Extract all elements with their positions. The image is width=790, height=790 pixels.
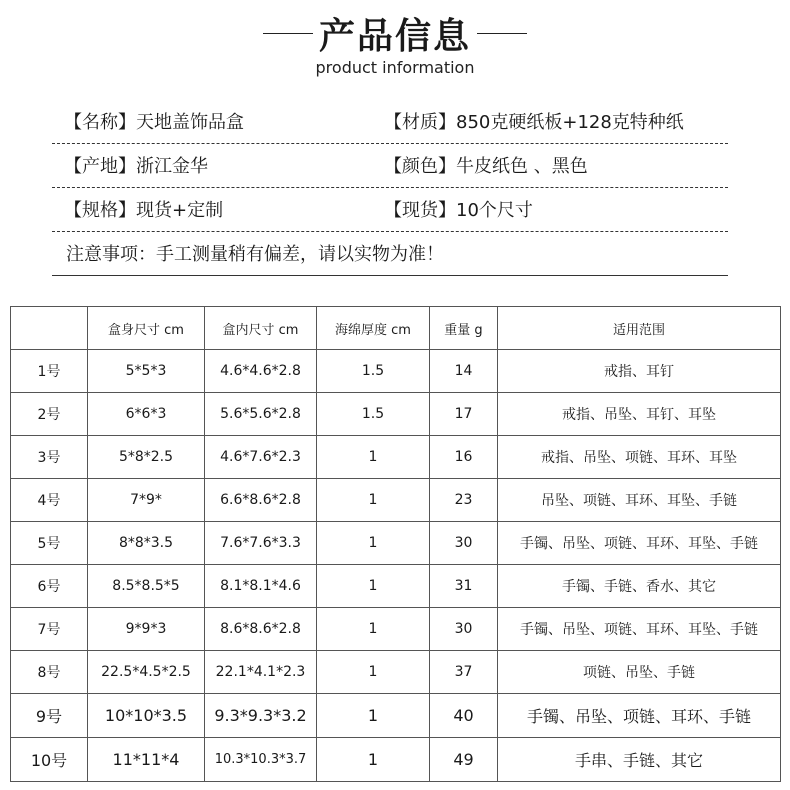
inner-size: 4.6*4.6*2.8 bbox=[205, 350, 317, 393]
table-row bbox=[11, 694, 781, 738]
weight: 30 bbox=[430, 522, 498, 565]
info-row bbox=[52, 188, 728, 232]
table-row bbox=[11, 393, 781, 436]
box-size: 9*9*3 bbox=[88, 608, 205, 651]
header bbox=[0, 0, 790, 90]
size-label: 5号 bbox=[11, 522, 88, 565]
box-size: 11*11*4 bbox=[88, 738, 205, 782]
sponge-thickness: 1 bbox=[317, 565, 430, 608]
table-row bbox=[11, 651, 781, 694]
table-row bbox=[11, 608, 781, 651]
size-label: 9号 bbox=[11, 694, 88, 738]
inner-size: 7.6*7.6*3.3 bbox=[205, 522, 317, 565]
usage: 项链、吊坠、手链 bbox=[498, 651, 781, 694]
box-size: 7*9* bbox=[88, 479, 205, 522]
info-row bbox=[52, 100, 728, 144]
column-header: 重量 g bbox=[430, 307, 498, 350]
size-label: 1号 bbox=[11, 350, 88, 393]
inner-size: 8.1*8.1*4.6 bbox=[205, 565, 317, 608]
info-row bbox=[52, 144, 728, 188]
box-size: 8.5*8.5*5 bbox=[88, 565, 205, 608]
size-label: 8号 bbox=[11, 651, 88, 694]
usage: 手镯、手链、香水、其它 bbox=[498, 565, 781, 608]
info-note-row bbox=[52, 232, 728, 276]
table-row bbox=[11, 738, 781, 782]
inner-size: 9.3*9.3*3.2 bbox=[205, 694, 317, 738]
title-line-left bbox=[263, 33, 313, 34]
sponge-thickness: 1 bbox=[317, 479, 430, 522]
sponge-thickness: 1.5 bbox=[317, 393, 430, 436]
info-note: 注意事项：手工测量稍有偏差，请以实物为准！ bbox=[66, 244, 444, 265]
usage: 吊坠、项链、耳环、耳坠、手链 bbox=[498, 479, 781, 522]
weight: 16 bbox=[430, 436, 498, 479]
title-line-right bbox=[477, 33, 527, 34]
size-label: 7号 bbox=[11, 608, 88, 651]
table-row bbox=[11, 522, 781, 565]
inner-size: 10.3*10.3*3.7 bbox=[205, 738, 317, 782]
size-table bbox=[10, 306, 781, 782]
column-header: 盒身尺寸 cm bbox=[88, 307, 205, 350]
page-subtitle: product information bbox=[315, 58, 475, 77]
page-title: 产品信息 bbox=[318, 15, 471, 57]
usage: 戒指、吊坠、项链、耳环、耳坠 bbox=[498, 436, 781, 479]
table-header-row bbox=[11, 307, 781, 350]
size-label: 4号 bbox=[11, 479, 88, 522]
size-label: 10号 bbox=[11, 738, 88, 782]
size-label: 6号 bbox=[11, 565, 88, 608]
sponge-thickness: 1 bbox=[317, 694, 430, 738]
usage: 手串、手链、其它 bbox=[498, 738, 781, 782]
sponge-thickness: 1.5 bbox=[317, 350, 430, 393]
table-row bbox=[11, 350, 781, 393]
box-size: 10*10*3.5 bbox=[88, 694, 205, 738]
info-material: 【材质】850克硬纸板+128克特种纸 bbox=[384, 112, 684, 133]
table-row bbox=[11, 565, 781, 608]
weight: 30 bbox=[430, 608, 498, 651]
title-row bbox=[0, 8, 790, 58]
weight: 23 bbox=[430, 479, 498, 522]
usage: 戒指、吊坠、耳钉、耳坠 bbox=[498, 393, 781, 436]
inner-size: 6.6*8.6*2.8 bbox=[205, 479, 317, 522]
size-label: 3号 bbox=[11, 436, 88, 479]
weight: 49 bbox=[430, 738, 498, 782]
box-size: 5*5*3 bbox=[88, 350, 205, 393]
size-label: 2号 bbox=[11, 393, 88, 436]
weight: 31 bbox=[430, 565, 498, 608]
info-block bbox=[52, 100, 728, 276]
info-name: 【名称】天地盖饰品盒 bbox=[64, 112, 244, 133]
box-size: 6*6*3 bbox=[88, 393, 205, 436]
inner-size: 5.6*5.6*2.8 bbox=[205, 393, 317, 436]
usage: 手镯、吊坠、项链、耳环、耳坠、手链 bbox=[498, 522, 781, 565]
weight: 37 bbox=[430, 651, 498, 694]
inner-size: 8.6*8.6*2.8 bbox=[205, 608, 317, 651]
table-row bbox=[11, 436, 781, 479]
usage: 手镯、吊坠、项链、耳环、耳坠、手链 bbox=[498, 608, 781, 651]
weight: 40 bbox=[430, 694, 498, 738]
inner-size: 4.6*7.6*2.3 bbox=[205, 436, 317, 479]
usage: 戒指、耳钉 bbox=[498, 350, 781, 393]
sponge-thickness: 1 bbox=[317, 522, 430, 565]
info-stock: 【现货】10个尺寸 bbox=[384, 200, 533, 221]
sponge-thickness: 1 bbox=[317, 738, 430, 782]
inner-size: 22.1*4.1*2.3 bbox=[205, 651, 317, 694]
column-header: 海绵厚度 cm bbox=[317, 307, 430, 350]
sponge-thickness: 1 bbox=[317, 608, 430, 651]
box-size: 8*8*3.5 bbox=[88, 522, 205, 565]
weight: 14 bbox=[430, 350, 498, 393]
info-color: 【颜色】牛皮纸色 、黑色 bbox=[384, 156, 588, 177]
weight: 17 bbox=[430, 393, 498, 436]
table-row bbox=[11, 479, 781, 522]
info-spec: 【规格】现货+定制 bbox=[64, 200, 224, 221]
info-origin: 【产地】浙江金华 bbox=[64, 156, 208, 177]
usage: 手镯、吊坠、项链、耳环、手链 bbox=[498, 694, 781, 738]
box-size: 5*8*2.5 bbox=[88, 436, 205, 479]
column-header bbox=[11, 307, 88, 350]
box-size: 22.5*4.5*2.5 bbox=[88, 651, 205, 694]
sponge-thickness: 1 bbox=[317, 436, 430, 479]
column-header: 盒内尺寸 cm bbox=[205, 307, 317, 350]
column-header: 适用范围 bbox=[498, 307, 781, 350]
sponge-thickness: 1 bbox=[317, 651, 430, 694]
